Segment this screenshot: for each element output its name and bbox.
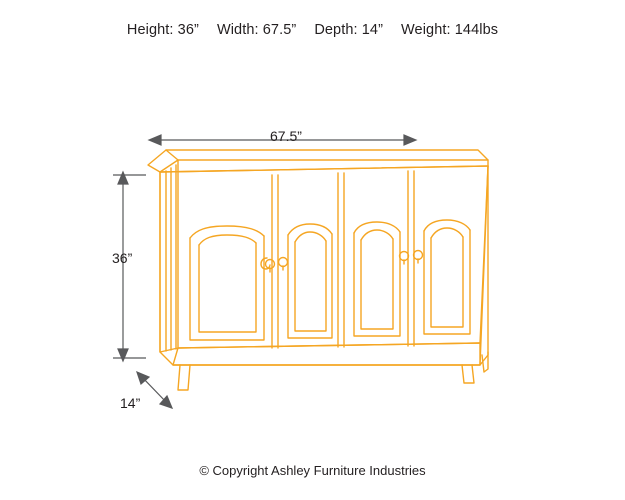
door-1-panel-arch xyxy=(190,226,264,238)
door-4-panel-inner-arch xyxy=(431,228,463,238)
cabinet-outline-group xyxy=(148,150,488,390)
cabinet-bottom-rail-edge xyxy=(178,343,480,348)
copyright-notice: © Copyright Ashley Furniture Industries xyxy=(199,463,426,478)
door-3-panel-arch xyxy=(354,222,400,233)
leg-front-right xyxy=(462,365,474,383)
door-knob-3-circle xyxy=(400,252,409,261)
leg-back-right xyxy=(482,352,488,372)
cabinet-front-face xyxy=(160,166,488,365)
cabinet-front-top-edge xyxy=(160,166,488,172)
width-arrow-right xyxy=(404,135,416,145)
cabinet-bottom-rail xyxy=(173,343,480,365)
spec-weight: Weight: 144lbs xyxy=(401,22,499,38)
door-1-panel-inner xyxy=(199,243,256,332)
depth-dimension-label: 14” xyxy=(120,395,141,411)
height-dimension-label: 36” xyxy=(112,250,133,266)
spec-depth: Depth: 14” xyxy=(314,22,384,38)
height-arrow-top xyxy=(118,172,128,184)
door-1-panel-outline xyxy=(190,236,264,340)
door-knob-4-circle xyxy=(414,251,423,260)
spec-width: Width: 67.5” xyxy=(216,22,297,38)
door-4-panel-arch xyxy=(424,220,470,231)
height-arrow-bottom xyxy=(118,349,128,361)
leg-front-left xyxy=(178,365,190,390)
width-arrow-left xyxy=(149,135,161,145)
door-2-panel-inner xyxy=(295,241,326,331)
spec-height: Height: 36” xyxy=(126,22,199,38)
width-dimension-label: 67.5” xyxy=(270,128,302,144)
door-knob-2-circle xyxy=(279,258,288,267)
cabinet-top-inner-edge xyxy=(166,150,488,160)
door-2-panel-arch xyxy=(288,224,332,235)
cabinet-line-drawing xyxy=(0,60,625,450)
door-3-panel-inner-arch xyxy=(361,230,393,240)
door-2-panel-inner-arch xyxy=(295,232,326,242)
cabinet-diagram xyxy=(0,60,625,450)
door-3-panel-inner xyxy=(361,239,393,329)
cabinet-right-edge xyxy=(480,166,488,343)
door-1-panel-inner-arch xyxy=(199,235,256,245)
specs-line xyxy=(0,22,625,38)
door-4-panel-inner xyxy=(431,237,463,327)
